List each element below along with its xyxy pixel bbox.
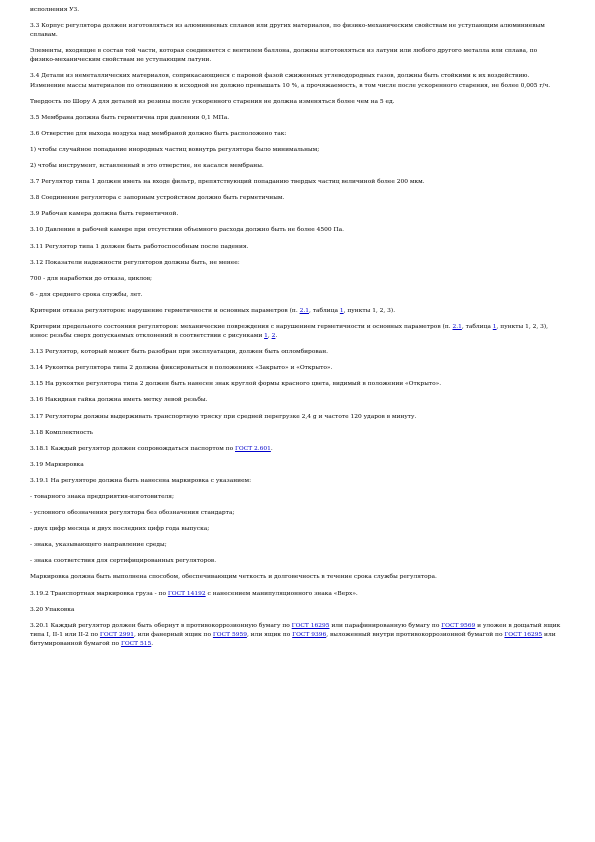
paragraph-text: .: [275, 333, 278, 340]
paragraph: [30, 590, 562, 599]
reference-link[interactable]: ГОСТ 16295: [291, 622, 330, 629]
paragraph: [30, 178, 562, 187]
paragraph-text: 3.13 Регулятор, который может быть разобран при эксплуатации, должен быть опломбирован.: [30, 349, 328, 356]
paragraph-text: - знака соответствия для сертифицированных регуляторов.: [30, 558, 217, 565]
paragraph-text: , или фанерный ящик по: [133, 631, 213, 638]
paragraph: [30, 477, 562, 486]
paragraph-text: - товарного знака предприятия-изготовителя;: [30, 494, 175, 500]
paragraph-text: Твердость по Шору А для деталей из резины после ускоренного старения не должна изменяться более чем на 5 ед.: [30, 98, 395, 105]
reference-link[interactable]: 1: [264, 333, 268, 340]
paragraph-text: 3.19.1 На регуляторе должна быть нанесена маркировка с указанием:: [30, 477, 252, 484]
paragraph: [30, 146, 562, 155]
paragraph-text: 2) чтобы инструмент, вставленный в это отверстие, не касался мембраны.: [30, 163, 264, 170]
paragraph: [30, 307, 562, 316]
paragraph: [30, 226, 562, 235]
paragraph-text: ,: [267, 333, 272, 340]
paragraph-text: Критерии отказа регуляторов: нарушение герметичности и основных параметров (п.: [30, 307, 300, 314]
paragraph-text: 3.7 Регулятор типа 1 должен иметь на входе фильтр, препятствующий попаданию твердых частиц величиной более 200 мкм.: [30, 179, 425, 186]
paragraph-text: 3.9 Рабочая камера должна быть герметичной.: [30, 211, 179, 218]
reference-link[interactable]: 2: [271, 333, 276, 340]
paragraph: [30, 525, 562, 534]
paragraph-text: 3.11 Регулятор типа 1 должен быть работоспособным после падения.: [30, 243, 249, 250]
paragraph: [30, 364, 562, 373]
paragraph: [30, 275, 562, 284]
paragraph-text: 3.14 Рукоятка регулятора типа 2 должна фиксироваться в положениях «Закрыто» и «Открыто».: [30, 365, 333, 372]
paragraph: [30, 6, 562, 15]
paragraph-text: 3.8 Соединение регулятора с запорным устройством должно быть герметичным.: [30, 195, 285, 202]
paragraph: [30, 413, 562, 422]
paragraph-text: 3.19.2 Транспортная маркировка груза - по: [30, 590, 168, 597]
reference-link[interactable]: ГОСТ 16295: [504, 631, 543, 638]
paragraph-text: 3.5 Мембрана должна быть герметична при давлении 0,1 МПа.: [30, 114, 230, 121]
paragraph: [30, 22, 562, 40]
paragraph: [30, 243, 562, 252]
paragraph-text: , или ящик по: [246, 631, 293, 638]
paragraph-text: 3.4 Детали из неметаллических материалов, соприкасающиеся с паровой фазой сжиженных углеводородных газов, должны быть стойкими к их воздействию. Изменение массы материалов по отношению к исходной не должно превышать 10 %, а прочяжаемость, в том числе после ускоренного старения, не более 0,005 г/ч.: [30, 73, 551, 89]
paragraph-text: , выложенный внутри противокоррозионной бумагой по: [326, 631, 505, 638]
paragraph: [30, 573, 562, 582]
paragraph: [30, 130, 562, 139]
paragraph-text: 3.12 Показатели надежности регуляторов должны быть, не менее:: [30, 259, 240, 266]
reference-link[interactable]: ГОСТ 5959: [212, 631, 247, 638]
reference-link[interactable]: ГОСТ 9396: [292, 631, 327, 638]
paragraph-text: - знака, указывающего направление среды;: [30, 542, 167, 549]
paragraph-text: .: [151, 640, 154, 647]
paragraph-text: 1) чтобы случайное попадание инородных частиц вовнутрь регулятора было минимальным;: [30, 146, 320, 153]
reference-link[interactable]: 1: [339, 307, 344, 314]
paragraph-text: Маркировка должна быть выполнена способом, обеспечивающим четкость и долговечность в течение срока службы регулятора.: [30, 574, 437, 581]
paragraph: [30, 291, 562, 300]
paragraph-text: 3.19 Маркировка: [30, 461, 84, 468]
reference-link[interactable]: 2.1: [299, 307, 309, 314]
paragraph-text: 3.15 На рукоятке регулятора типа 2 должен быть нанесен знак круглой формы красного цвета, видимый в положении «Открыто».: [30, 381, 442, 388]
paragraph-text: - условного обозначения регулятора без обозначения стандарта;: [30, 510, 235, 517]
reference-link[interactable]: ГОСТ 14192: [167, 590, 206, 597]
reference-link[interactable]: 1: [492, 323, 497, 330]
paragraph: [30, 541, 562, 550]
paragraph-text: 3.10 Давление в рабочей камере при отсутствии объемного расхода должно быть не более 4500 Па.: [30, 227, 345, 234]
reference-link[interactable]: ГОСТ 2991: [99, 631, 134, 638]
paragraph: [30, 380, 562, 389]
paragraph-text: , пункты 1, 2, 3), износ резьбы сверх допускаемых отклонений в соответствии с рисунками: [30, 323, 548, 340]
paragraph: [30, 348, 562, 357]
paragraph-text: 3.6 Отверстие для выхода воздуха над мембраной должно быть расположено так:: [30, 130, 287, 137]
paragraph-text: 3.20.1 Каждый регулятор должен быть обернут в противокоррозионную бумагу по: [30, 622, 292, 629]
paragraph-text: исполнения УЗ.: [30, 7, 80, 13]
paragraph-text: 6 - для среднего срока службы, лет.: [30, 291, 143, 298]
paragraph-text: , пункты 1, 2, 3).: [343, 307, 396, 314]
paragraph: [30, 194, 562, 203]
reference-link[interactable]: ГОСТ 515: [120, 640, 152, 647]
paragraph: [30, 396, 562, 405]
paragraph-text: с нанесением манипуляционного знака «Верх».: [205, 590, 358, 597]
paragraph: [30, 162, 562, 171]
paragraph: [30, 98, 562, 107]
paragraph-text: Элементы, входящие в состав той части, которая соединяется с вентилем баллона, должны изготовляться из латуни или любого другого металла или сплава, по физико-механическим свойствам не уступающим латуни.: [30, 48, 538, 64]
paragraph: [30, 622, 562, 649]
paragraph-text: Критерии предельного состояния регуляторов: механические повреждения с нарушением герметичности и основных параметров (п.: [30, 323, 453, 330]
paragraph-text: 3.17 Регуляторы должны выдерживать транспортную тряску при средней перегрузке 2,4 g и частоте 120 ударов в минуту.: [30, 413, 417, 420]
paragraph: [30, 606, 562, 615]
paragraph-text: , таблица: [461, 323, 493, 330]
paragraph-text: 3.16 Накидная гайка должна иметь метку левой резьбы.: [30, 397, 208, 404]
paragraph: [30, 461, 562, 470]
paragraph-text: 700 - для наработки до отказа, циклов;: [30, 275, 152, 282]
paragraph: [30, 72, 562, 90]
paragraph-text: 3.20 Упаковка: [30, 606, 75, 613]
paragraph-text: .: [270, 445, 273, 452]
reference-link[interactable]: ГОСТ 9569: [441, 622, 476, 629]
paragraph: [30, 47, 562, 65]
paragraph: [30, 509, 562, 518]
paragraph-text: и уложен в дощатый ящик типа I, II-1 или II-2 по: [30, 622, 561, 638]
paragraph-text: 3.3 Корпус регулятора должен изготовляться из алюминиевых сплавов или других материалов, по физико-механическим свойствам не уступающим алюминиевым сплавам.: [30, 23, 545, 39]
document-body: [30, 6, 562, 649]
paragraph: [30, 210, 562, 219]
paragraph: [30, 114, 562, 123]
paragraph: [30, 493, 562, 502]
paragraph-text: , таблица: [308, 307, 340, 314]
reference-link[interactable]: 2.1: [452, 323, 462, 330]
paragraph-text: или битумированной бумагой по: [30, 631, 556, 647]
paragraph-text: 3.18 Комплектность: [30, 429, 94, 436]
paragraph: [30, 429, 562, 438]
paragraph-text: - двух цифр месяца и двух последних цифр года выпуска;: [30, 526, 210, 533]
reference-link[interactable]: ГОСТ 2.601: [235, 445, 271, 452]
paragraph: [30, 557, 562, 566]
paragraph: [30, 323, 562, 341]
paragraph-text: или парафинированную бумагу по: [329, 622, 442, 629]
paragraph-text: 3.18.1 Каждый регулятор должен сопровождаться паспортом по: [30, 445, 235, 452]
paragraph: [30, 259, 562, 268]
paragraph: [30, 445, 562, 454]
